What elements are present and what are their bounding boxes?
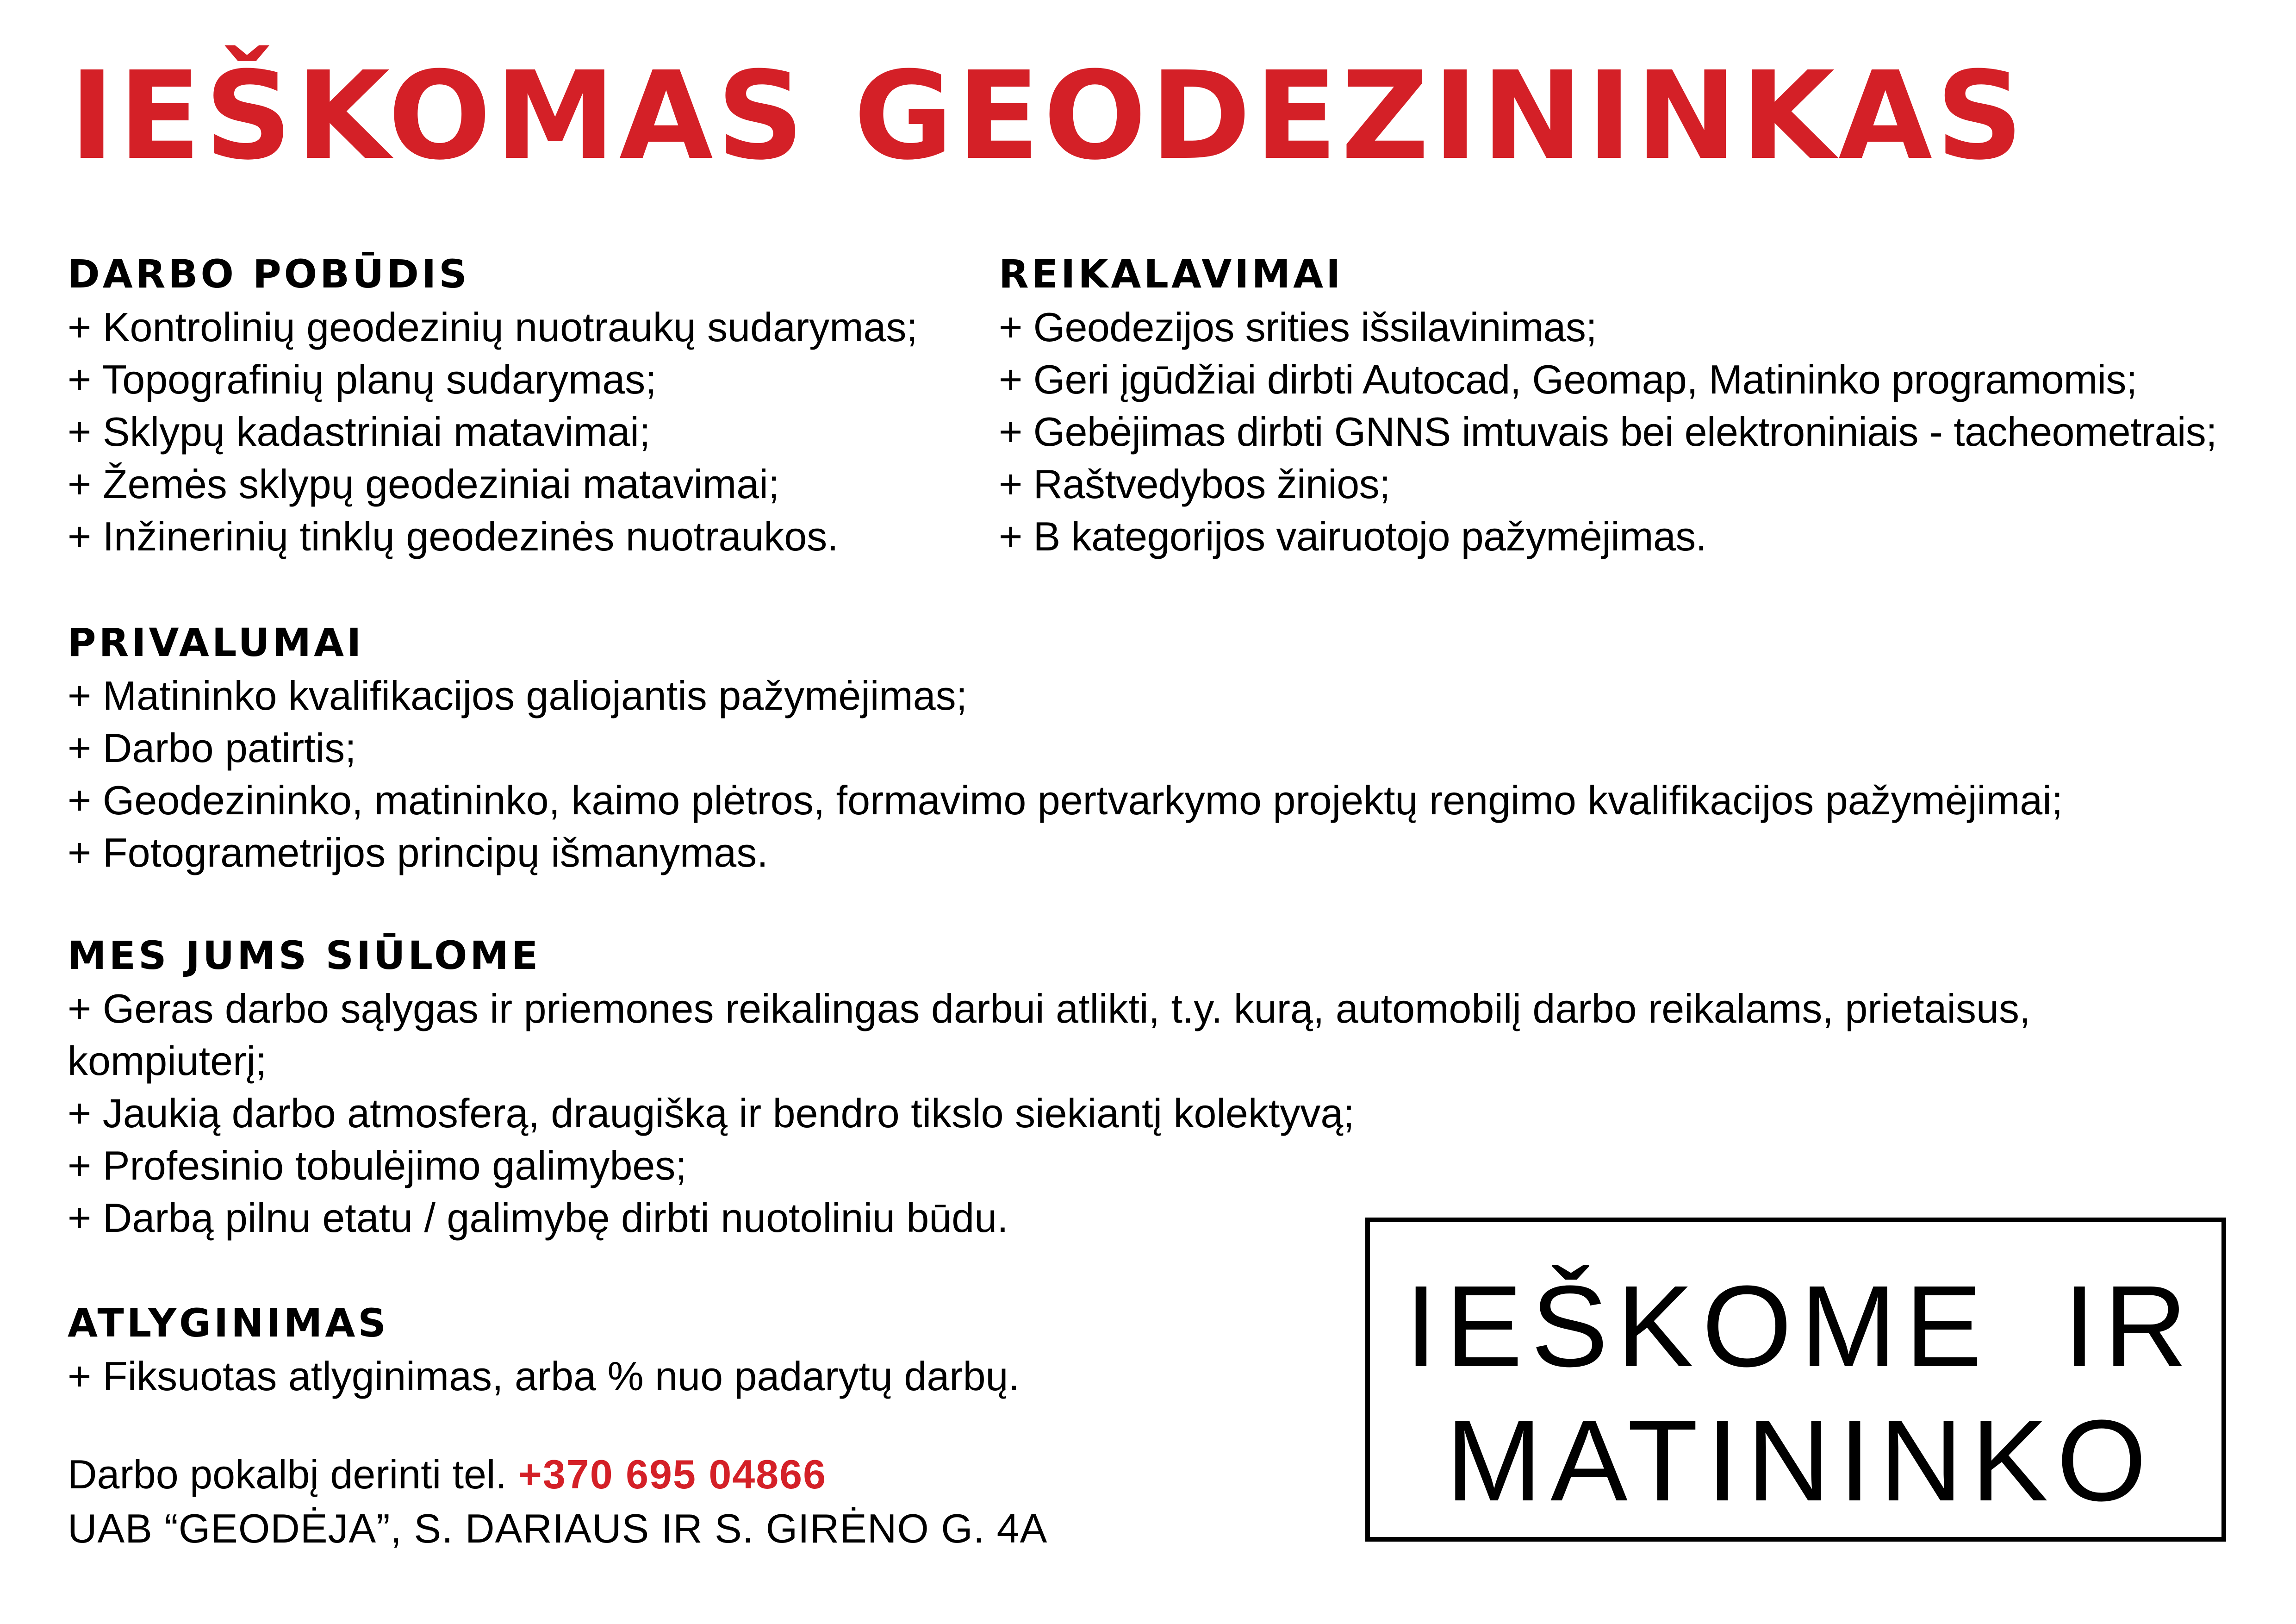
section-heading: PRIVALUMAI xyxy=(68,620,364,665)
callout-line-1: IEŠKOME IR xyxy=(1405,1262,2196,1391)
phone-number: +370 695 04866 xyxy=(518,1451,827,1497)
list-item: + Sklypų kadastriniai matavimai; xyxy=(68,409,651,455)
section-list xyxy=(68,669,2243,879)
section-list xyxy=(68,301,993,562)
list-item: + Geodezininko, matininko, kaimo plėtros, formavimo pertvarkymo projektų rengimo kvalifikacijos pažymėjimai; xyxy=(68,777,2063,823)
list-item: + Inžinerinių tinklų geodezinės nuotraukos. xyxy=(68,513,839,559)
section-reikalavimai xyxy=(999,247,2276,562)
contact-phone-line xyxy=(68,1447,1317,1501)
section-privalumai xyxy=(68,616,2243,879)
contact-block xyxy=(68,1447,1317,1555)
list-item: + Raštvedybos žinios; xyxy=(999,461,1390,507)
list-item: + Kontrolinių geodezinių nuotraukų sudarymas; xyxy=(68,304,918,350)
list-item: + Darbo patirtis; xyxy=(68,725,356,771)
section-atlyginimas xyxy=(68,1296,1363,1402)
list-item: + Žemės sklypų geodeziniai matavimai; xyxy=(68,461,780,507)
list-item: + Gebėjimas dirbti GNNS imtuvais bei elektroniniais - tacheometrais; xyxy=(999,409,2217,455)
list-item: + Jaukią darbo atmosferą, draugišką ir bendro tikslo siekiantį kolektyvą; xyxy=(68,1090,1355,1136)
list-item: + Darbą pilnu etatu / galimybę dirbti nuotoliniu būdu. xyxy=(68,1195,1008,1241)
list-item: + Geri įgūdžiai dirbti Autocad, Geomap, Matininko programomis; xyxy=(999,356,2137,402)
list-item: + Geodezijos srities išsilavinimas; xyxy=(999,304,1597,350)
list-item: + Fotogrametrijos principų išmanymas. xyxy=(68,830,768,875)
page-title: IEŠKOMAS GEODEZININKAS xyxy=(69,45,2027,187)
section-mes-jums-siulome xyxy=(68,929,2220,1244)
contact-prefix: Darbo pokalbį derinti tel. xyxy=(68,1451,507,1497)
list-item: + Geras darbo sąlygas ir priemones reikalingas darbui atlikti, t.y. kurą, automobilį darbo reikalams, prietaisus, kompiuterį; xyxy=(68,986,2031,1084)
company-address: UAB “GEODĖJA”, S. DARIAUS IR S. GIRĖNO G. 4A xyxy=(68,1505,1048,1551)
section-heading: REIKALAVIMAI xyxy=(999,251,1344,297)
list-item: + Matininko kvalifikacijos galiojantis pažymėjimas; xyxy=(68,673,968,718)
callout-line-2: MATININKO xyxy=(1445,1396,2155,1525)
list-item: + Profesinio tobulėjimo galimybes; xyxy=(68,1143,687,1188)
section-heading: DARBO POBŪDIS xyxy=(68,251,470,297)
section-list xyxy=(68,982,2220,1244)
section-list xyxy=(999,301,2276,562)
list-item: + Topografinių planų sudarymas; xyxy=(68,356,657,402)
list-item: + B kategorijos vairuotojo pažymėjimas. xyxy=(999,513,1707,559)
section-list xyxy=(68,1350,1363,1402)
list-item: + Fiksuotas atlyginimas, arba % nuo padarytų darbų. xyxy=(68,1353,1020,1399)
section-heading: MES JUMS SIŪLOME xyxy=(68,933,541,978)
section-darbo-pobudis xyxy=(68,247,993,562)
callout-box xyxy=(1365,1218,2226,1542)
section-heading: ATLYGINIMAS xyxy=(68,1300,389,1346)
